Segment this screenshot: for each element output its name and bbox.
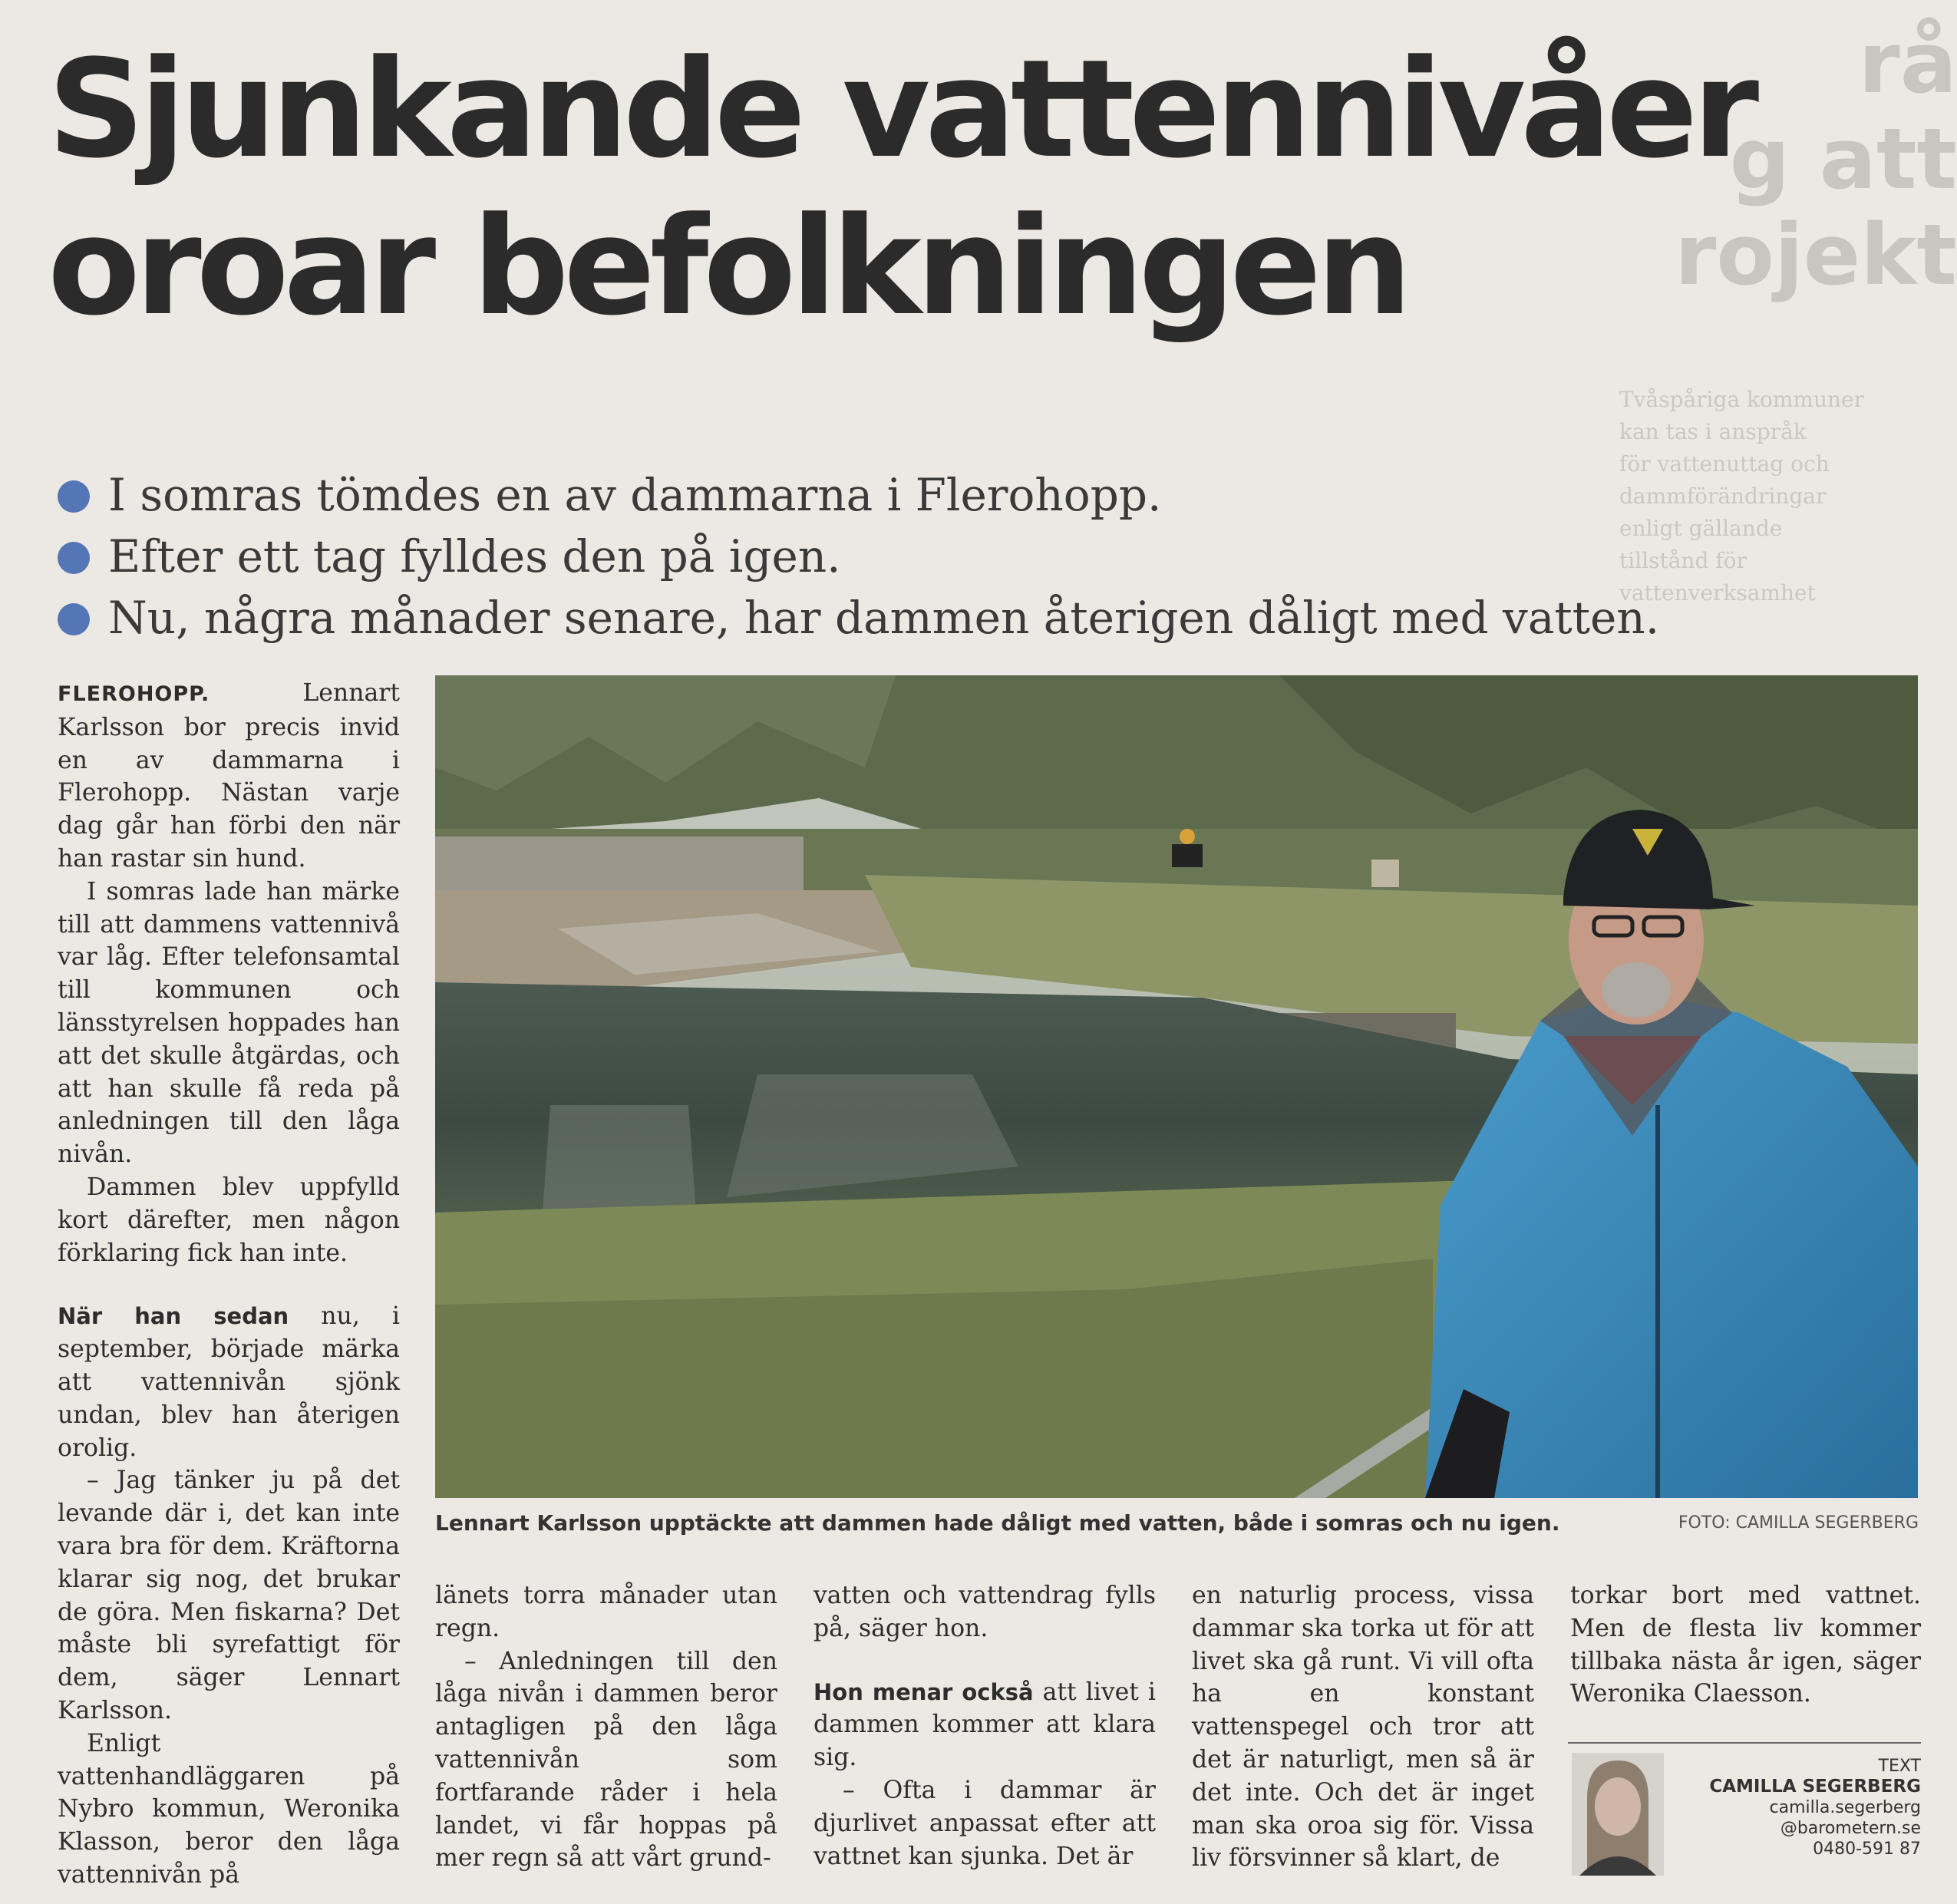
paragraph: – Anledningen till den låga nivån i dammen beror antagligen på den låga vattennivån som fortfarande råder i hela landet, vi får hoppas på mer regn så att vårt grund- <box>435 1647 777 1873</box>
author-phone: 0480-591 87 <box>1813 1840 1921 1859</box>
article-photo <box>435 675 1918 1498</box>
paragraph: I somras lade han märke till att dammens vattennivå var låg. Efter telefonsamtal till kommunen och länsstyrelsen hoppades han att det skulle åtgärdas, och att han skulle få reda på anledningen till den låga nivån. <box>58 877 400 1169</box>
dateline: FLEROHOPP. <box>58 682 210 706</box>
paragraph: vatten och vattendrag fylls på, säger hon. <box>813 1582 1156 1642</box>
paragraph: länets torra månader utan regn. <box>435 1582 777 1642</box>
article-column-4 <box>1192 1579 1534 1875</box>
paragraph: När han sedan nu, i september, började märka att vattennivån sjönk undan, blev han återigen orolig. <box>58 1302 400 1462</box>
lead-bullets <box>58 464 1669 648</box>
paragraph: – Jag tänker ju på det levande där i, det kan inte vara bra för dem. Kräftorna klarar sig nog, det brukar de göra. Men fiskarna? Det måste bli syrefattigt för dem, säger Lennart Karlsson. <box>58 1467 400 1724</box>
headline-line-1: Sjunkande vattennivåer <box>48 31 1754 188</box>
author-name: CAMILLA SEGERBERG <box>1709 1777 1921 1797</box>
subhead-lead: Hon menar också <box>813 1678 1034 1705</box>
paragraph: Dammen blev uppfylld kort därefter, men någon förklaring fick han inte. <box>58 1173 400 1267</box>
lead-bullet: Efter ett tag fylldes den på igen. <box>58 526 1669 587</box>
paragraph: Enligt vattenhandläggaren på Nybro kommun, Weronika Klasson, beror den låga vattennivån på <box>58 1729 400 1889</box>
paragraph: – Ofta i dammar är djurlivet anpassat efter att vattnet kan sjunka. Det är <box>813 1776 1156 1870</box>
headline-line-2: oroar befolkningen <box>48 188 1408 345</box>
bullet-dot-icon <box>58 603 90 635</box>
bullet-dot-icon <box>58 542 90 574</box>
author-portrait-icon <box>1572 1753 1664 1876</box>
bleed-through-body: Tvåspåriga kommuner kan tas i anspråk för vattenuttag och dammförändringar enligt gällande tillstånd för vattenverksamhet <box>1619 387 1864 606</box>
author-byline <box>1568 1742 1921 1882</box>
subhead-lead: När han sedan <box>58 1303 289 1330</box>
article-column-1 <box>58 677 400 1892</box>
lead-bullet: I somras tömdes en av dammarna i Flerohopp. <box>58 464 1669 526</box>
photo-pond-man-icon <box>435 675 1918 1498</box>
author-email-domain: @barometern.se <box>1780 1819 1921 1838</box>
paragraph: en naturlig process, vissa dammar ska torka ut för att livet ska gå runt. Vi vill ofta ha en konstant vattenspegel och tror att det är naturligt, men så är det inte. Och det är inget man ska oroa sig för. Vissa liv försvinner så klart, de <box>1192 1582 1534 1873</box>
byline-text <box>1709 1756 1921 1859</box>
lead-bullet: Nu, några månader senare, har dammen återigen dåligt med vatten. <box>58 587 1669 648</box>
photo-credit: FOTO: CAMILLA SEGERBERG <box>1678 1513 1919 1533</box>
paragraph: Hon menar också att livet i dammen kommer att klara sig. <box>813 1678 1156 1772</box>
byline-role: TEXT <box>1878 1757 1921 1776</box>
paragraph: FLEROHOPP. Lennart Karlsson bor precis invid en av dammarna i Flerohopp. Nästan varje dag går han förbi den när han rastar sin hund. <box>58 679 400 873</box>
bullet-dot-icon <box>58 480 90 513</box>
article-column-2 <box>435 1579 777 1875</box>
paragraph: torkar bort med vattnet. Men de flesta liv kommer tillbaka nästa år igen, säger Weronika Claesson. <box>1570 1582 1921 1708</box>
author-email-user: camilla.segerberg <box>1769 1798 1921 1817</box>
article-column-5 <box>1570 1579 1921 1711</box>
photo-caption: Lennart Karlsson upptäckte att dammen hade dåligt med vatten, både i somras och nu igen. <box>435 1510 1560 1536</box>
headline <box>48 31 1874 345</box>
article-column-3 <box>813 1579 1156 1873</box>
bleed-through-text: rå g att rojekt <box>1675 14 1957 304</box>
